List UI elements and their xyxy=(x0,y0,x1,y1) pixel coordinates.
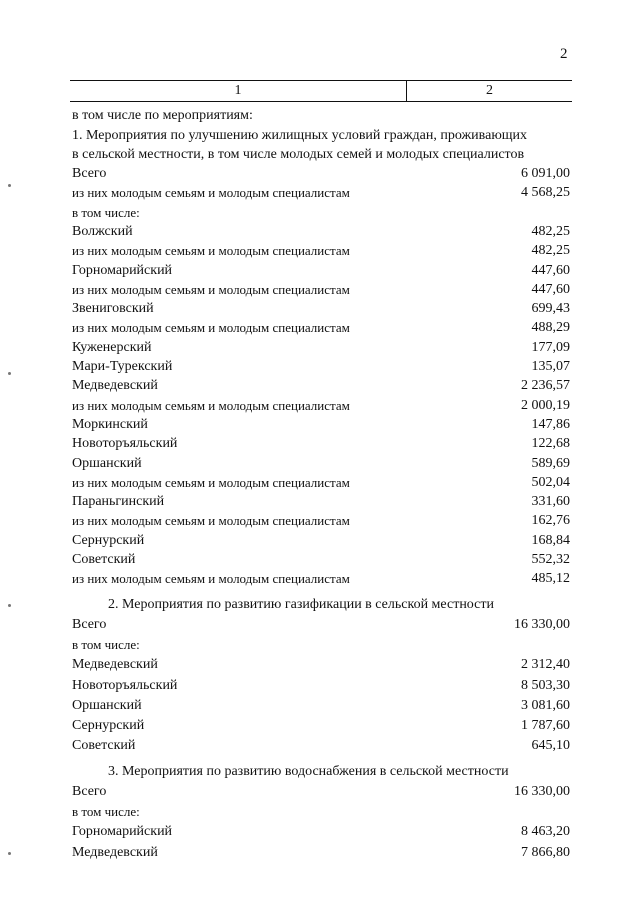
row-label: Всего xyxy=(72,166,107,181)
row-value: 645,10 xyxy=(531,738,570,754)
row-value: 162,76 xyxy=(531,513,570,529)
table-row xyxy=(72,183,570,202)
row-label: Медведевский xyxy=(72,657,158,673)
table-row xyxy=(72,492,570,511)
intro-text: в том числе по мероприятиям: xyxy=(72,108,253,123)
table-row xyxy=(72,338,570,357)
row-value: 16 330,00 xyxy=(514,617,570,632)
row-label: Новоторъяльский xyxy=(72,677,178,693)
table-row xyxy=(72,782,570,801)
row-value: 447,60 xyxy=(531,262,570,278)
table-row xyxy=(72,531,570,550)
row-value: 4 568,25 xyxy=(521,185,570,201)
table-row xyxy=(72,357,570,376)
row-label: Горномарийский xyxy=(72,262,173,278)
row-value: 8 503,30 xyxy=(521,677,570,693)
table-row xyxy=(72,473,570,492)
table-row xyxy=(72,736,570,755)
row-label: Мари-Турекский xyxy=(72,359,173,374)
table-row xyxy=(72,396,570,415)
row-label: Всего xyxy=(72,784,107,799)
table-row xyxy=(72,280,570,299)
row-label: в том числе: xyxy=(72,204,140,220)
table-row xyxy=(72,318,570,337)
row-value: 122,68 xyxy=(531,436,570,452)
row-value: 16 330,00 xyxy=(514,784,570,799)
margin-mark xyxy=(8,372,11,375)
table-row xyxy=(72,222,570,241)
row-value: 482,25 xyxy=(531,243,570,259)
margin-mark xyxy=(8,604,11,607)
row-value: 135,07 xyxy=(531,359,570,374)
table-row xyxy=(72,299,570,318)
row-label: Сернурский xyxy=(72,532,145,548)
header-col-1: 1 xyxy=(70,81,407,101)
row-value: 8 463,20 xyxy=(521,824,570,840)
row-label: Параньгинский xyxy=(72,494,165,510)
row-value: 485,12 xyxy=(531,571,570,587)
table-row xyxy=(72,376,570,395)
row-label: Советский xyxy=(72,552,136,567)
row-label: из них молодым семьям и молодым специалистам xyxy=(72,281,350,297)
row-label: из них молодым семьям и молодым специалистам xyxy=(72,243,350,259)
table-row xyxy=(72,655,570,674)
row-label: Оршанский xyxy=(72,697,142,713)
row-label: Горномарийский xyxy=(72,824,173,840)
row-value: 2 312,40 xyxy=(521,657,570,673)
row-value: 488,29 xyxy=(531,320,570,336)
table-row xyxy=(72,434,570,453)
table-row xyxy=(72,843,570,862)
row-label: Сернурский xyxy=(72,718,145,733)
section1-title-line2: в сельской местности, в том числе молодых семей и молодых специалистов xyxy=(72,147,525,162)
row-value: 147,86 xyxy=(531,416,570,432)
section1-title-line1: 1. Мероприятия по улучшению жилищных условий граждан, проживающих xyxy=(72,128,528,143)
margin-mark xyxy=(8,184,11,187)
row-value: 168,84 xyxy=(531,532,570,548)
table-row xyxy=(72,716,570,735)
header-col-2: 2 xyxy=(486,83,493,98)
row-label: из них молодым семьям и молодым специалистам xyxy=(72,571,350,587)
row-value: 482,25 xyxy=(531,223,570,239)
row-value: 447,60 xyxy=(531,281,570,297)
row-label: Медведевский xyxy=(72,844,158,860)
table-row xyxy=(72,511,570,530)
row-label: Оршанский xyxy=(72,455,142,471)
row-label: Звениговский xyxy=(72,301,154,317)
row-value: 589,69 xyxy=(531,455,570,471)
margin-mark xyxy=(8,852,11,855)
row-value: 2 236,57 xyxy=(521,378,570,394)
row-label: Моркинский xyxy=(72,416,148,432)
table-row xyxy=(72,454,570,473)
table-row xyxy=(72,615,570,634)
row-value: 6 091,00 xyxy=(521,166,570,181)
table-row xyxy=(72,550,570,569)
row-label: из них молодым семьям и молодым специалистам xyxy=(72,513,350,529)
row-label: Волжский xyxy=(72,223,133,239)
table-row xyxy=(72,822,570,841)
row-value: 1 787,60 xyxy=(521,718,570,733)
table-row xyxy=(72,415,570,434)
row-value: 502,04 xyxy=(531,474,570,490)
table-row xyxy=(72,635,570,654)
row-label: из них молодым семьям и молодым специалистам xyxy=(72,474,350,490)
row-label: Куженерский xyxy=(72,339,152,355)
row-label: из них молодым семьям и молодым специалистам xyxy=(72,185,350,201)
table-row xyxy=(72,696,570,715)
row-label: Медведевский xyxy=(72,378,158,394)
row-value: 699,43 xyxy=(531,301,570,317)
row-label: Новоторъяльский xyxy=(72,436,178,452)
row-value: 552,32 xyxy=(531,552,570,567)
table-row xyxy=(72,569,570,588)
row-label: Советский xyxy=(72,738,136,754)
row-label: в том числе: xyxy=(72,804,140,820)
row-value: 3 081,60 xyxy=(521,697,570,713)
row-label: из них молодым семьям и молодым специалистам xyxy=(72,320,350,336)
table-row xyxy=(72,802,570,821)
table-header xyxy=(70,80,572,102)
row-value: 331,60 xyxy=(531,494,570,510)
table-row xyxy=(72,164,570,183)
table-row xyxy=(72,241,570,260)
section2-title: 2. Мероприятия по развитию газификации в сельской местности xyxy=(108,597,494,612)
table-row xyxy=(72,203,570,222)
row-label: в том числе: xyxy=(72,637,140,653)
row-value: 7 866,80 xyxy=(521,844,570,860)
row-label: из них молодым семьям и молодым специалистам xyxy=(72,397,350,413)
row-value: 2 000,19 xyxy=(521,397,570,413)
row-value: 177,09 xyxy=(531,339,570,355)
table-row xyxy=(72,676,570,695)
table-row xyxy=(72,261,570,280)
page-number: 2 xyxy=(560,46,568,62)
row-label: Всего xyxy=(72,617,107,632)
section3-title: 3. Мероприятия по развитию водоснабжения в сельской местности xyxy=(108,764,509,779)
